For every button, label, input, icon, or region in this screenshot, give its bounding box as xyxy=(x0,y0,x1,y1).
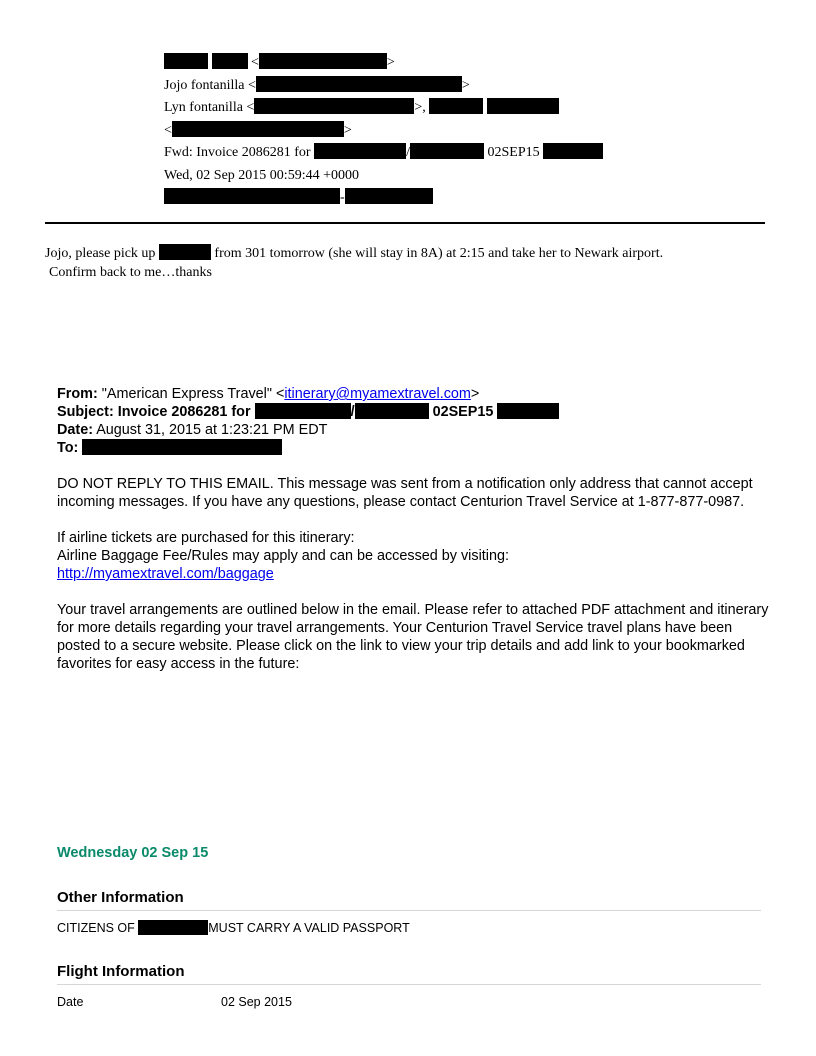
section-divider xyxy=(57,984,761,985)
note-line2: Confirm back to me…thanks xyxy=(49,265,212,280)
redaction-box xyxy=(497,403,559,419)
day-heading: Wednesday 02 Sep 15 xyxy=(57,845,209,861)
citizens-prefix: CITIZENS OF xyxy=(57,921,135,935)
fwd-from-label: From: xyxy=(57,386,98,402)
to-value: Jojo fontanilla < xyxy=(164,77,256,93)
flight-date-value: 02 Sep 2015 xyxy=(221,995,292,1009)
redaction-box xyxy=(212,53,248,69)
citizens-suffix: MUST CARRY A VALID PASSPORT xyxy=(208,921,410,935)
redaction-box xyxy=(159,244,211,260)
redaction-box xyxy=(82,439,282,455)
redaction-box xyxy=(314,143,406,159)
attachment-redaction[interactable] xyxy=(345,188,433,204)
fwd-baggage-line1: If airline tickets are purchased for this itinerary: xyxy=(57,530,355,546)
flight-information-title: Flight Information xyxy=(57,963,185,980)
redaction-box xyxy=(172,121,344,137)
fwd-from-close: > xyxy=(470,386,480,402)
redaction-box xyxy=(254,98,414,114)
fwd-to-row xyxy=(57,439,777,457)
subject-value: Fwd: Invoice 2086281 for xyxy=(164,145,311,160)
fwd-date-value: August 31, 2015 at 1:23:21 PM EDT xyxy=(96,422,328,438)
flight-date-label: Date xyxy=(57,995,84,1009)
baggage-link[interactable]: http://myamextravel.com/baggage xyxy=(57,566,274,582)
fwd-notice-paragraph: DO NOT REPLY TO THIS EMAIL. This message was sent from a notification only address that cannot accept incoming messages. If you have any questions, please contact Centurion Travel Service at 1-877-877-0987. xyxy=(57,476,753,510)
fwd-subject-label: Subject: Invoice 2086281 for xyxy=(57,404,251,420)
redaction-box xyxy=(259,53,387,69)
subject-suffix: 02SEP15 xyxy=(487,145,540,160)
other-information-title: Other Information xyxy=(57,889,184,906)
fwd-from-name: "American Express Travel" < xyxy=(101,386,285,402)
message-note xyxy=(45,244,785,282)
redaction-box xyxy=(164,53,208,69)
passport-notice xyxy=(57,920,410,935)
fwd-baggage-line2: Airline Baggage Fee/Rules may apply and can be accessed by visiting: xyxy=(57,548,509,564)
fwd-from-row xyxy=(57,385,777,403)
redaction-box xyxy=(138,920,208,935)
redaction-box xyxy=(410,143,484,159)
redaction-box xyxy=(487,98,559,114)
header-divider xyxy=(45,222,765,224)
attachment-redaction[interactable] xyxy=(164,188,340,204)
redaction-box xyxy=(255,403,351,419)
fwd-arrangements-paragraph: Your travel arrangements are outlined below in the email. Please refer to attached PDF attachment and itinerary for more details regarding your travel arrangements. Your Centurion Travel Service travel plans have been posted to a secure website. Please click on the link to view your trip details and add link to your bookmarked favorites for easy access in the future: xyxy=(57,602,769,672)
note-part2: from 301 tomorrow (she will stay in 8A) at 2:15 and take her to Newark airport. xyxy=(214,246,664,261)
fwd-subject-suffix: 02SEP15 xyxy=(432,404,494,420)
redaction-box xyxy=(429,98,483,114)
fwd-subject-row: Subject: Invoice 2086281 for / 02SEP15 xyxy=(57,403,777,421)
fwd-to-label: To: xyxy=(57,440,79,456)
section-divider xyxy=(57,910,761,911)
redaction-box xyxy=(256,76,462,92)
date-value: Wed, 02 Sep 2015 00:59:44 +0000 xyxy=(164,167,359,183)
note-part1: Jojo, please pick up xyxy=(45,246,156,261)
cc-value: Lyn fontanilla < xyxy=(164,100,255,115)
fwd-from-email-link[interactable]: itinerary@myamextravel.com xyxy=(284,386,471,402)
forwarded-message xyxy=(57,385,777,673)
redaction-box xyxy=(355,403,429,419)
redaction-box xyxy=(543,143,603,159)
fwd-date-row xyxy=(57,421,777,439)
fwd-date-label: Date: xyxy=(57,422,93,438)
